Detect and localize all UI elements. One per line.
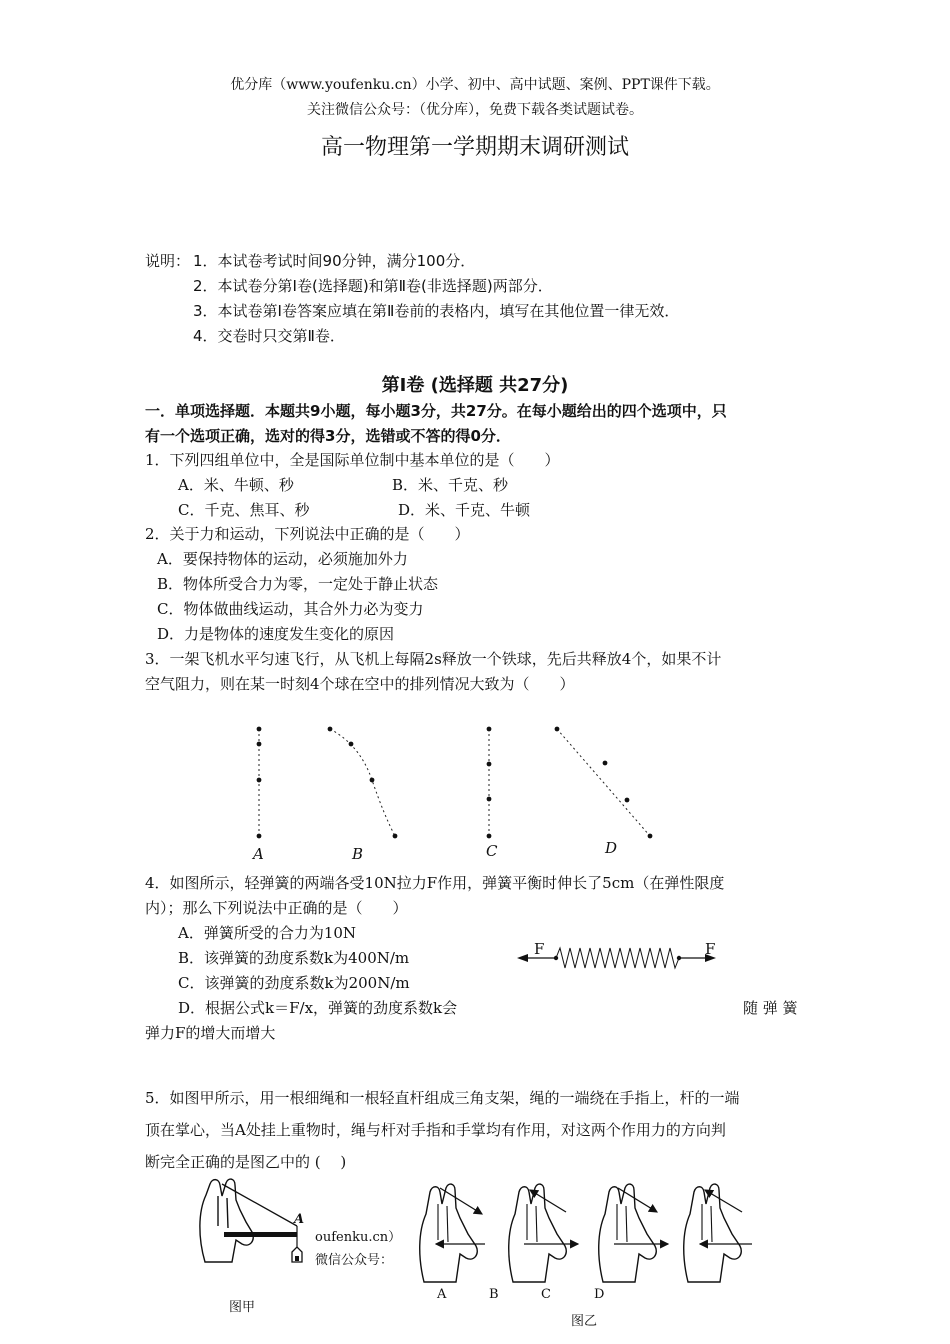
q4-line-2: 内）；那么下列说法中正确的是（ ）	[145, 899, 408, 917]
q3-label-b: B	[352, 845, 364, 863]
note-item-2: 2．本试卷分第Ⅰ卷(选择题)和第Ⅱ卷(非选择题)两部分．	[193, 277, 553, 295]
figure-yi-caption: 图乙	[571, 1314, 598, 1329]
section-instructions-2: 有一个选项正确，选对的得3分，选错或不答的得0分．	[145, 427, 511, 445]
q4-option-a: A．弹簧所受的合力为10N	[178, 924, 357, 942]
q4-option-d-continued: 弹力F的增大而增大	[145, 1024, 276, 1042]
force-label-left: F	[534, 940, 545, 958]
watermark-line-1: oufenku.cn）	[315, 1230, 402, 1245]
q2-stem: 2．关于力和运动，下列说法中正确的是（ ）	[145, 525, 470, 543]
note-item-1: 1．本试卷考试时间90分钟，满分100分．	[193, 252, 476, 270]
section-title: 第Ⅰ卷 (选择题 共27分)	[381, 375, 569, 396]
option-label-b: B	[489, 1287, 499, 1302]
q5-line-1: 5．如图甲所示，用一根细绳和一根轻直杆组成三角支架，绳的一端绕在手指上，杆的一端	[145, 1089, 740, 1107]
q1-option-a: A．米、牛顿、秒	[178, 476, 294, 494]
q2-option-d: D．力是物体的速度发生变化的原因	[157, 625, 395, 643]
hand-option-d	[684, 1184, 752, 1282]
section-instructions-1: 一．单项选择题．本题共9小题，每小题3分，共27分。在每小题给出的四个选项中，只	[145, 402, 727, 420]
watermark-line-2: 微信公众号：	[315, 1253, 394, 1268]
figure-jia-caption: 图甲	[229, 1300, 256, 1315]
q1-option-c: C．千克、焦耳、秒	[178, 501, 310, 519]
note-item-3: 3．本试卷第Ⅰ卷答案应填在第Ⅱ卷前的表格内，填写在其他位置一律无效．	[193, 302, 680, 320]
option-label-c: C	[541, 1287, 551, 1302]
q3-line-2: 空气阻力，则在某一时刻4个球在空中的排列情况大致为（ ）	[145, 675, 575, 693]
note-item-4: 4．交卷时只交第Ⅱ卷．	[193, 327, 345, 345]
option-label-d: D	[594, 1287, 605, 1302]
q1-option-b: B．米、千克、秒	[392, 476, 509, 494]
q1-stem: 1．下列四组单位中，全是国际单位制中基本单位的是（ ）	[145, 451, 560, 469]
q4-line-1: 4．如图所示，轻弹簧的两端各受10N拉力F作用，弹簧平衡时伸长了5cm（在弹性限度	[145, 874, 725, 892]
q3-label-d: D	[605, 839, 618, 857]
point-a-label: A	[294, 1212, 305, 1227]
q3-label-a: A	[253, 845, 264, 863]
q2-option-b: B．物体所受合力为零，一定处于静止状态	[157, 575, 439, 593]
q4-option-c: C．该弹簧的劲度系数k为200N/m	[178, 974, 410, 992]
hand-option-c	[599, 1184, 668, 1282]
hand-option-a	[420, 1184, 485, 1282]
q2-option-a: A．要保持物体的运动，必须施加外力	[157, 550, 408, 568]
header-line-2: 关注微信公众号：（优分库），免费下载各类试题试卷。	[307, 102, 643, 118]
q1-option-d: D．米、千克、牛顿	[398, 501, 531, 519]
q4-option-b: B．该弹簧的劲度系数k为400N/m	[178, 949, 410, 967]
q3-line-1: 3．一架飞机水平匀速飞行，从飞机上每隔2s释放一个铁球，先后共释放4个，如果不计	[145, 650, 722, 668]
hand-option-b	[509, 1184, 578, 1282]
force-label-right: F	[705, 940, 716, 958]
page-title: 高一物理第一学期期末调研测试	[320, 135, 629, 160]
option-label-a: A	[437, 1287, 447, 1302]
q5-line-3: 断完全正确的是图乙中的 ( )	[145, 1153, 347, 1171]
q2-option-c: C．物体做曲线运动，其合外力必为变力	[157, 600, 424, 618]
q3-label-c: C	[486, 842, 498, 860]
q5-line-2: 顶在掌心，当A处挂上重物时，绳与杆对手指和手掌均有作用，对这两个作用力的方向判	[145, 1121, 726, 1139]
notes-label: 说明：	[145, 252, 191, 270]
q4-option-d: D．根据公式k＝F/x，弹簧的劲度系数k会	[178, 999, 458, 1017]
header-line-1: 优分库（www.youfenku.cn）小学、初中、高中试题、案例、PPT课件下载。	[230, 77, 720, 93]
q4-option-d-right: 随 弹 簧	[743, 999, 798, 1017]
